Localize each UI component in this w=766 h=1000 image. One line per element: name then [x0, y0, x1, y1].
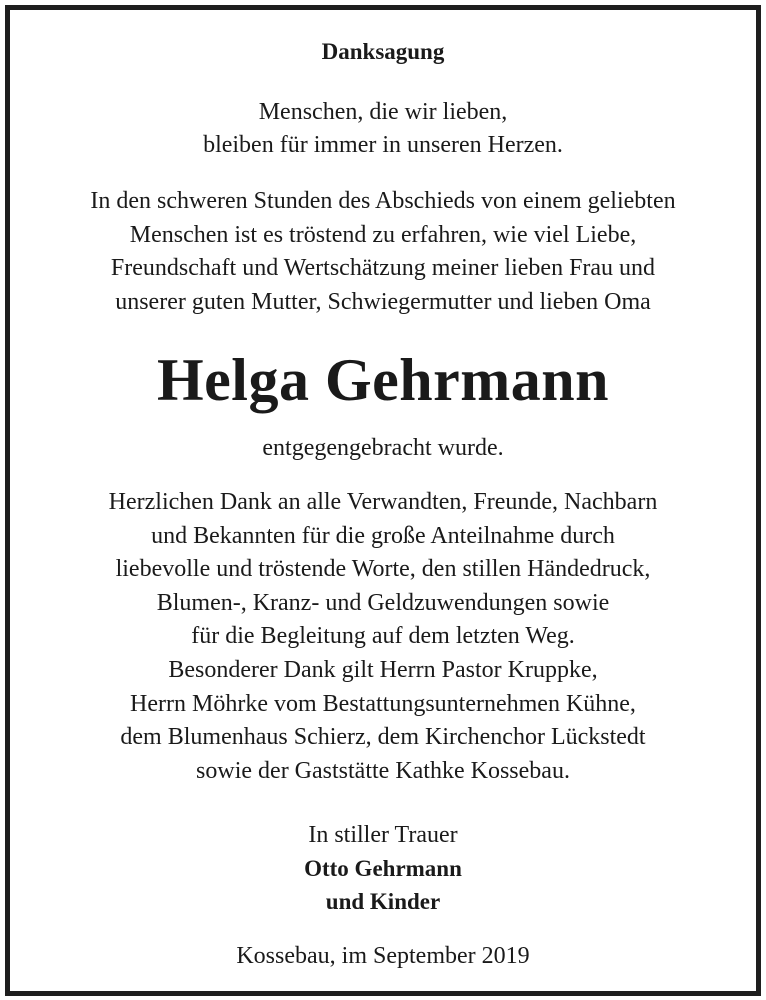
intro-paragraph: [10, 185, 756, 319]
mourner-name: und Kinder: [325, 889, 441, 914]
intro-line: Menschen ist es tröstend zu erfahren, wie viel Liebe,: [129, 221, 637, 248]
after-name-text: entgegengebracht wurde.: [262, 435, 504, 461]
thanks-line: liebevolle und tröstende Worte, den stillen Händedruck,: [115, 556, 651, 583]
intro-line: In den schweren Stunden des Abschieds von einem geliebten: [90, 188, 676, 214]
thanks-line: Herrn Möhrke vom Bestattungsunternehmen Kühne,: [130, 690, 636, 717]
thanks-line: Herzlichen Dank an alle Verwandten, Freunde, Nachbarn: [108, 489, 658, 515]
thanks-line: sowie der Gaststätte Kathke Kossebau.: [196, 757, 570, 784]
notice-frame: [5, 5, 761, 996]
thanks-line: Besonderer Dank gilt Herrn Pastor Kruppke,: [168, 656, 598, 683]
notice-title: Danksagung: [321, 39, 445, 64]
mourning-signature: [10, 819, 756, 918]
place-date: Kossebau, im September 2019: [236, 943, 530, 969]
intro-line: Freundschaft und Wertschätzung meiner lieben Frau und: [110, 255, 656, 281]
thanks-paragraph: [10, 486, 756, 788]
motto: [10, 96, 756, 162]
thanks-line: für die Begleitung auf dem letzten Weg.: [191, 623, 575, 650]
motto-line: Menschen, die wir lieben,: [258, 99, 508, 125]
motto-line: bleiben für immer in unseren Herzen.: [203, 132, 563, 158]
thanks-line: dem Blumenhaus Schierz, dem Kirchenchor Lückstedt: [120, 724, 646, 751]
deceased-name: Helga Gehrmann: [157, 347, 609, 413]
mourner-name: Otto Gehrmann: [304, 856, 462, 881]
thanks-line: und Bekannten für die große Anteilnahme durch: [151, 522, 615, 549]
intro-line: unserer guten Mutter, Schwiegermutter und lieben Oma: [115, 288, 651, 315]
thanks-line: Blumen-, Kranz- und Geldzuwendungen sowie: [156, 589, 610, 616]
mourning-phrase: In stiller Trauer: [308, 822, 458, 848]
